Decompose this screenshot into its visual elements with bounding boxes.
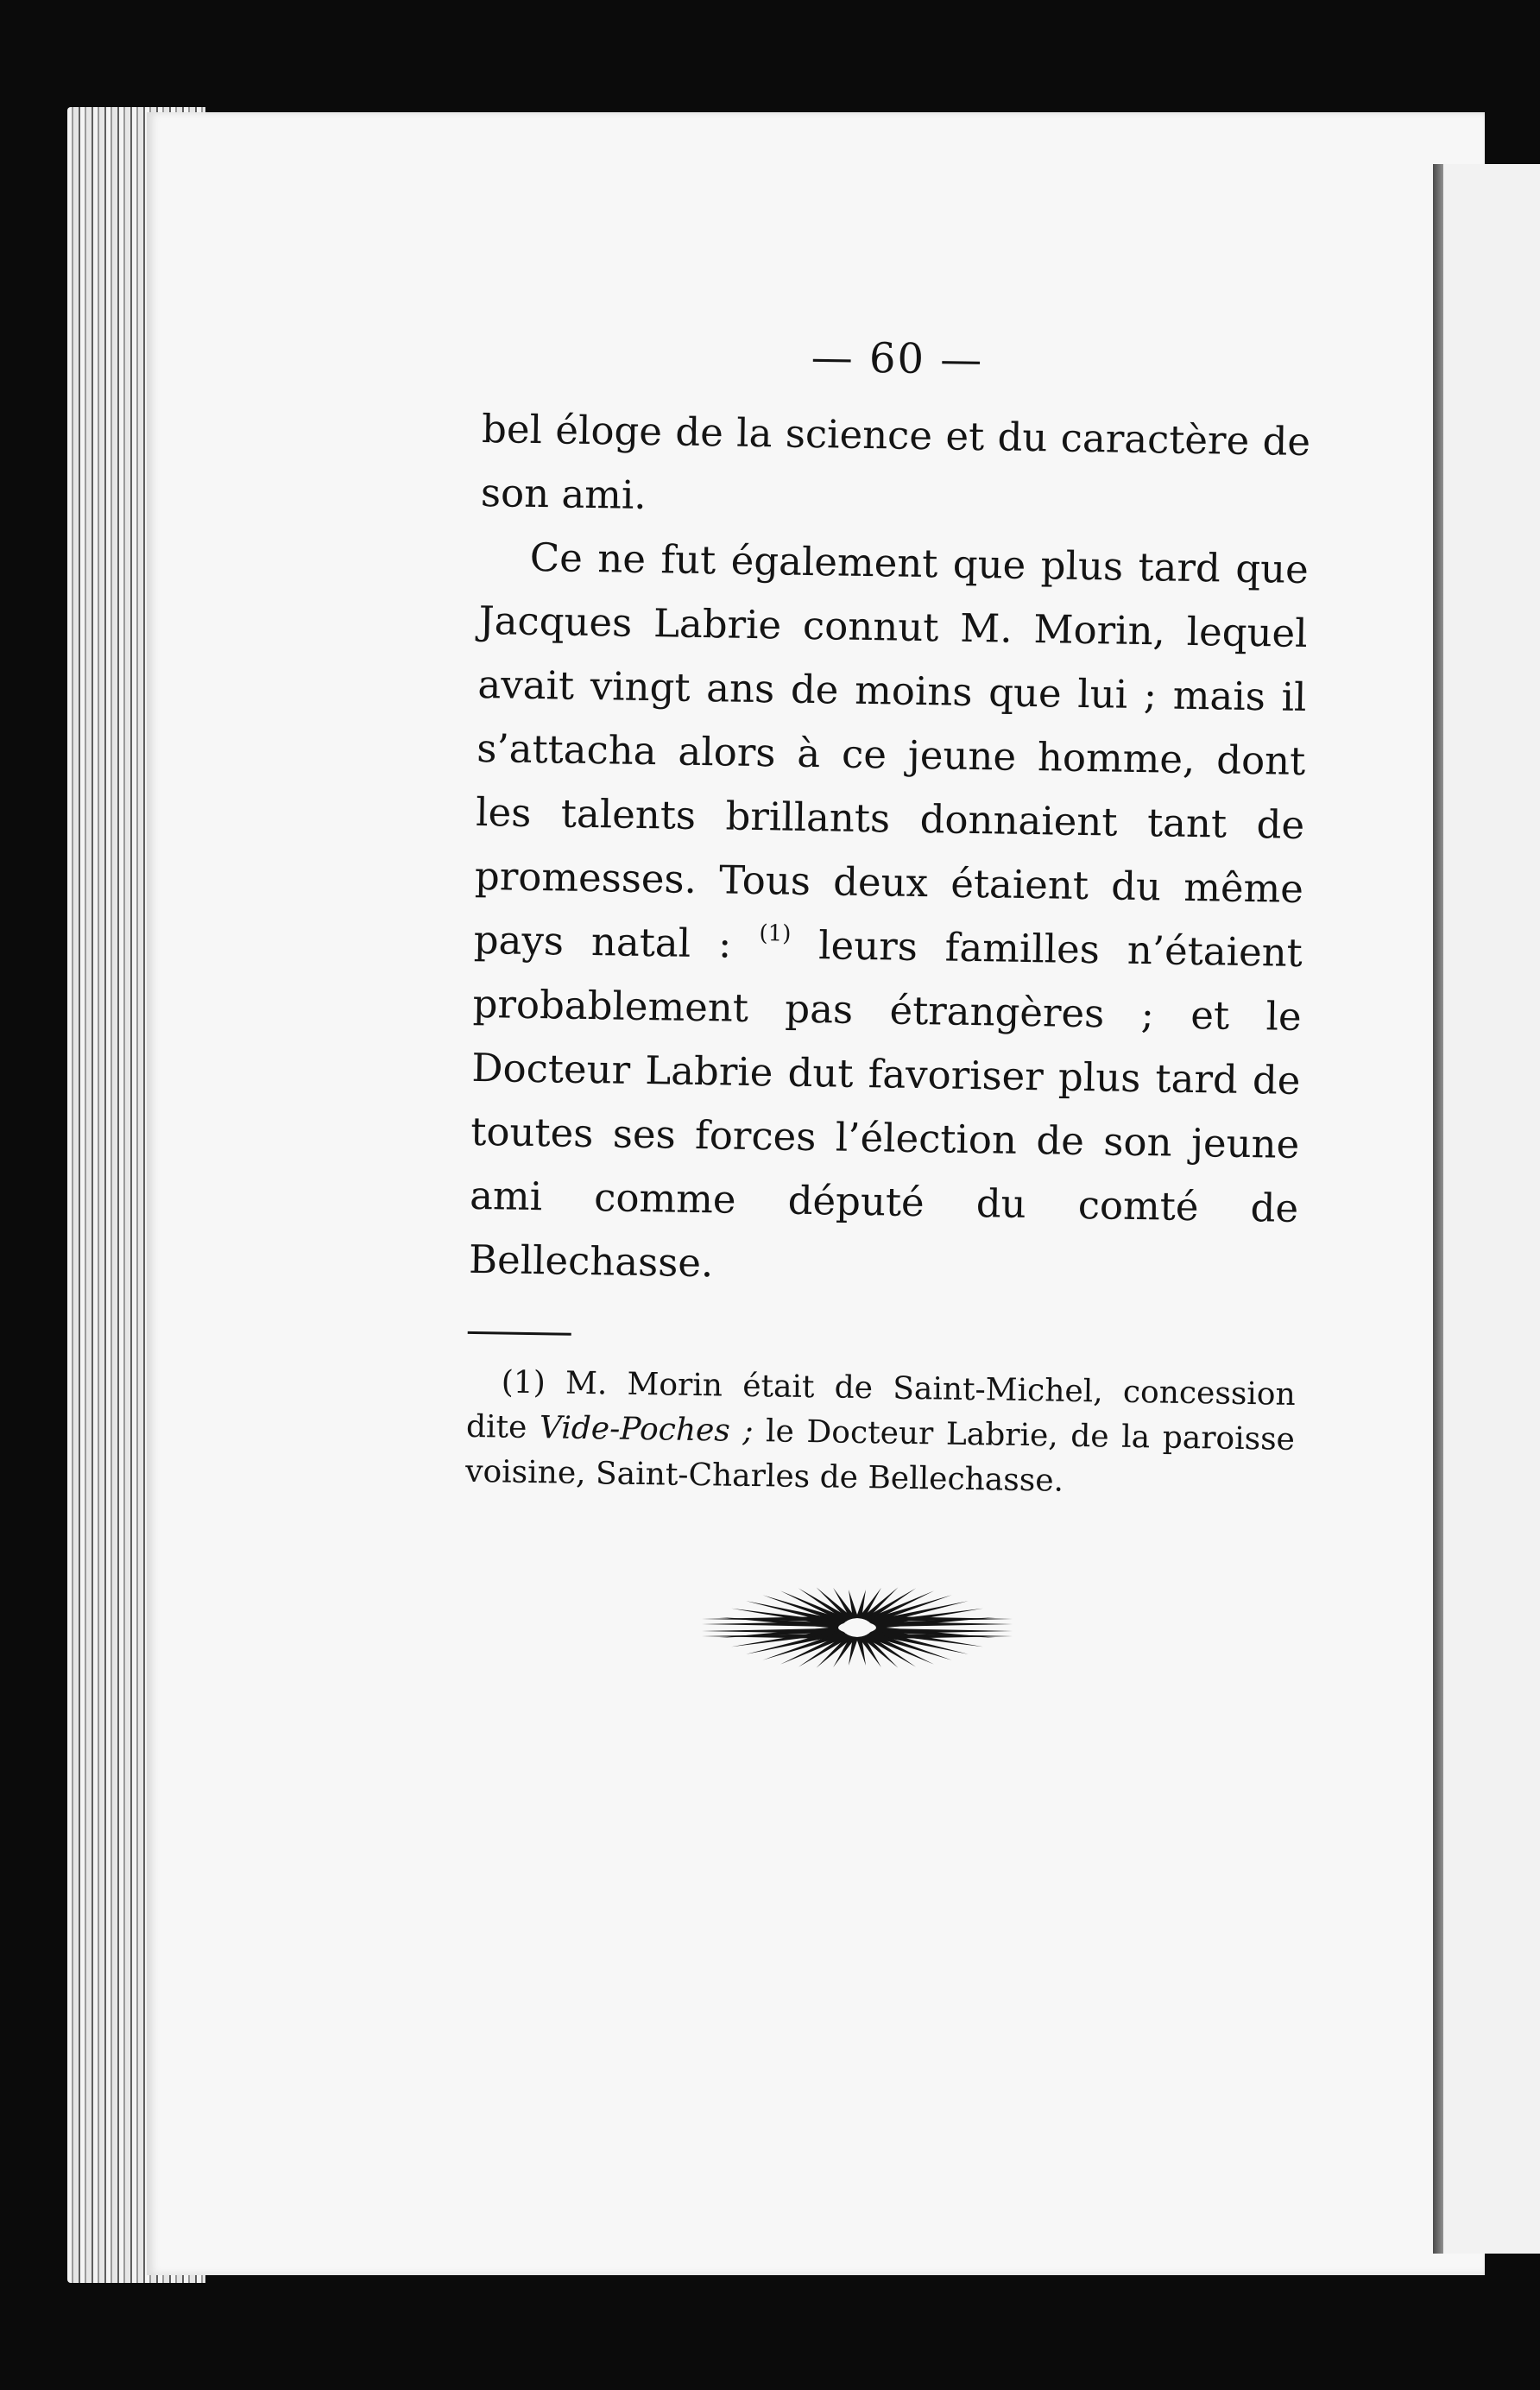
paragraph-1: bel éloge de la science et du caractère de son ami. xyxy=(480,405,1311,518)
sunburst-ornament-icon xyxy=(697,1554,1017,1701)
footnote-reference-mark: (1) xyxy=(759,920,792,947)
adjacent-page xyxy=(1443,164,1540,2254)
paragraph-2 xyxy=(468,525,1309,1305)
page-number: — 60 — xyxy=(811,332,984,385)
footnote-italic-place: Vide-Poches ; xyxy=(539,1410,754,1450)
footnote-text-b: le Docteur Labrie, de la paroisse voisine, Saint-Charles de Bellechasse. xyxy=(464,1413,1296,1499)
footnote-text-a: (1) M. Morin était de Saint-Michel, concession dite xyxy=(465,1364,1297,1446)
footnote xyxy=(465,1360,1296,1508)
footnote-separator xyxy=(468,1331,571,1336)
page-text-block xyxy=(465,328,1312,1508)
paragraph-2-text-a: Ce ne fut également que plus tard que Jacques Labrie connut M. Morin, lequel avait vingt ans de moins que lui ; mais il s’attacha alors à ce jeune homme, dont les talents brillants donnaient tant de promesses. Tous deux étaient du même pays natal : xyxy=(473,534,1310,968)
ornament-hub xyxy=(838,1622,876,1634)
paragraph-2-text-b: leurs familles n’étaient probablement pas étrangères ; et le Docteur Labrie dut favoriser plus tard de toutes ses forces l’élection de son jeune ami comme député du comté de Bellechasse. xyxy=(468,921,1303,1287)
